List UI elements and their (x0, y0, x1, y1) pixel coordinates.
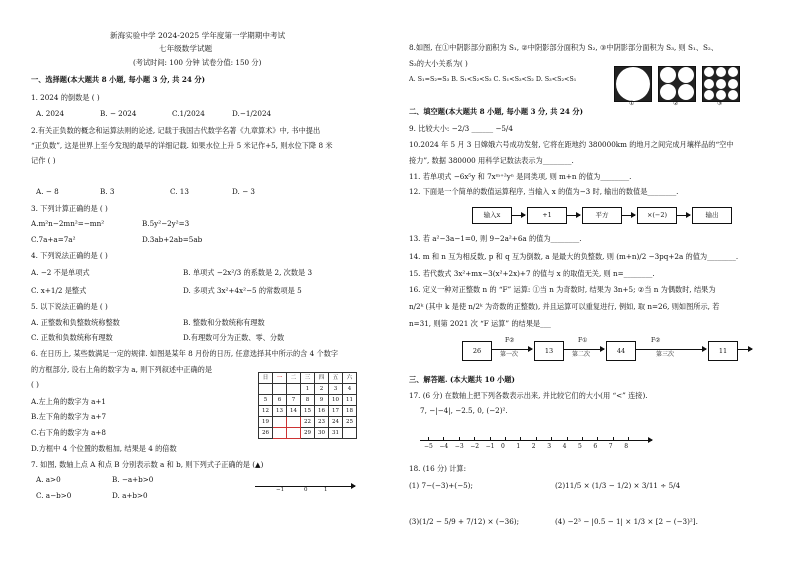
cal-cell: 13 (273, 406, 287, 417)
q18-1: (1) 7−(−3)+(−5); (409, 481, 473, 490)
flow-output: 输出 (692, 207, 732, 224)
q8-line2: S₃的大小关系为( ) (409, 59, 468, 68)
q6-line2: 的方框部分, 设右上角的数字为 a, 则下列叙述中正确的是 (31, 365, 213, 374)
q6-d: D.方框中 4 个位置的数相加, 结果是 4 的倍数 (31, 444, 177, 453)
cal-cell: 6 (273, 395, 287, 406)
figure-square (702, 66, 740, 102)
figure-square (614, 66, 652, 102)
axis-tick (536, 437, 537, 441)
axis-tick (490, 437, 491, 441)
axis-tick-label: 4 (562, 443, 567, 450)
q1-a: A. 2024 (36, 109, 65, 118)
q10-line2: 接力”, 数据 380000 用科学记数法表示为________. (409, 156, 574, 165)
cal-head: 五 (329, 373, 343, 384)
q6-line3: ( ) (31, 380, 39, 389)
axis-tick-label: 6 (593, 443, 598, 450)
q7-b: B. −a+b>0 (112, 475, 154, 484)
flow-arrow (511, 215, 525, 216)
section-fill: 二、填空题(本大题共 8 小题, 每小题 3 分, 共 24 分) (409, 107, 584, 116)
f-number: 44 (606, 341, 636, 361)
q4-d: D. 多项式 3x²+4x²−5 的常数项是 5 (183, 286, 302, 295)
q12: 12. 下面是一个简单的数值运算程序, 当输入 x 的值为−3 时, 输出的数值是________. (409, 187, 679, 196)
axis-tick (613, 437, 614, 441)
q1-c: C.1/2024 (172, 109, 205, 118)
q18: 18. (16 分) 计算: (409, 464, 467, 473)
q2-d: D. − 3 (232, 187, 255, 196)
axis-tick-label: 7 (608, 443, 613, 450)
cal-cell (343, 428, 357, 439)
q2-c: C. 13 (170, 187, 189, 196)
axis-tick-label: −2 (470, 443, 480, 450)
cal-cell: 19 (259, 417, 273, 428)
q3-d: D.3ab+2ab=5ab (142, 235, 203, 244)
cal-cell: 22 (301, 417, 315, 428)
q8-line1: 8.如图, 在①中阴影部分面积为 S₁, ②中阴影部分面积为 S₂, ③中阴影部分面积为 S₃, 则 S₁、S₂、 (409, 43, 719, 52)
q2-line3: 记作 ( ) (31, 156, 56, 165)
q7-d: D. a+b>0 (112, 491, 148, 500)
q4-b: B. 单项式 −2x²/3 的系数是 2, 次数是 3 (183, 268, 313, 277)
figure-circle (660, 67, 676, 83)
cal-cell (273, 428, 287, 439)
q2-b: B. 3 (100, 187, 115, 196)
cal-cell: 7 (287, 395, 301, 406)
f-arrow (738, 349, 752, 350)
q5: 5. 以下说法正确的是 ( ) (31, 302, 108, 311)
section-answer: 三、解答题. (本大题共 10 小题) (409, 375, 515, 384)
flow-step: +1 (527, 207, 567, 224)
q8-options: A. S₁=S₂=S₃ B. S₁<S₂<S₃ C. S₁<S₃<S₂ D. S₃<S₂<S₁ (409, 75, 577, 83)
q3-c: C.7a+a=7a² (31, 235, 76, 244)
cal-cell: 29 (301, 428, 315, 439)
axis-tick (628, 437, 629, 441)
cal-cell (273, 417, 287, 428)
cal-head: 二 (287, 373, 301, 384)
q5-c: C. 正数和负数统称有理数 (31, 333, 113, 342)
axis-label: 1 (324, 487, 328, 493)
axis-tick (428, 437, 429, 441)
q1: 1. 2024 的倒数是 ( ) (31, 93, 100, 102)
cal-cell: 16 (315, 406, 329, 417)
cal-cell: 14 (287, 406, 301, 417)
q5-a: A. 正整数和负整数统称整数 (31, 318, 120, 327)
figure-label: ① (629, 100, 635, 107)
axis-tick-label: 3 (547, 443, 552, 450)
q4-c: C. x+1/2 是整式 (31, 286, 87, 295)
cal-cell: 23 (315, 417, 329, 428)
q18-3: (3)(1/2 − 5/9 + 7/12) × (−36); (409, 517, 520, 526)
axis-tick (474, 437, 475, 441)
q11: 11. 若单项式 −6x⁵y 和 7xᵐ⁺²yⁿ 是同类项, 则 m+n 的值为________. (409, 172, 632, 181)
cal-cell: 30 (315, 428, 329, 439)
cal-cell (259, 384, 273, 395)
figure-square (658, 66, 696, 102)
f-number: 13 (534, 341, 564, 361)
q5-d: D.有理数可分为正数、零、分数 (183, 333, 285, 342)
figure-circle (660, 84, 676, 100)
axis-tick (597, 437, 598, 441)
cal-cell: 26 (259, 428, 273, 439)
axis-tick-label: 5 (578, 443, 582, 450)
axis-label: 0 (304, 487, 308, 493)
flow-step: 平方 (582, 207, 622, 224)
cal-cell (287, 384, 301, 395)
q7: 7. 如图, 数轴上点 A 和点 B 分别表示数 a 和 b, 则下列式子正确的是 (▲) (31, 460, 264, 469)
calendar-figure (258, 372, 357, 439)
cal-cell: 4 (343, 384, 357, 395)
q6-line1: 6. 在日历上, 某些数满足一定的规律. 如图是某年 8 月份的日历, 任意选择其中所示的含 4 个数字 (31, 349, 339, 358)
cal-head: 三 (301, 373, 315, 384)
cal-cell: 1 (301, 384, 315, 395)
cal-cell: 31 (329, 428, 343, 439)
axis-tick-label: −5 (424, 443, 433, 450)
axis-tick-label: 1 (516, 443, 521, 450)
q16-line1: 16. 定义一种对正整数 n 的 “F” 运算: ①当 n 为奇数时, 结果为 3n+5; ②当 n 为偶数时, 结果为 (409, 285, 716, 294)
q9: 9. 比较大小: −2/3 ______ −5/4 (409, 124, 513, 133)
q13: 13. 若 a²−3a−1=0, 则 9−2a²+6a 的值为________. (409, 234, 582, 243)
q18-4: (4) −2³ − |0.5 − 1| × 1/3 × [2 − (−3)²]. (555, 517, 698, 526)
cal-cell: 9 (315, 395, 329, 406)
axis-tick (459, 437, 460, 441)
subject-title: 七年级数学试题 (159, 44, 213, 53)
figure-circle (678, 67, 694, 83)
q4: 4. 下列说法正确的是 ( ) (31, 251, 108, 260)
cal-cell: 25 (343, 417, 357, 428)
flow-arrow (621, 215, 635, 216)
q7-a: A. a>0 (36, 475, 61, 484)
q3: 3. 下列计算正确的是 ( ) (31, 204, 108, 213)
school-title: 新海实验中学 2024-2025 学年度第一学期期中考试 (110, 31, 286, 40)
figure-label: ② (673, 100, 679, 107)
f-step: 第一次 (500, 351, 519, 358)
axis-tick-label: −1 (485, 443, 495, 450)
flow-arrow (566, 215, 580, 216)
f-number: 11 (708, 341, 738, 361)
cal-cell (287, 417, 301, 428)
q4-a: A. −2 不是单项式 (31, 268, 90, 277)
cal-cell (287, 428, 301, 439)
axis-tick (520, 437, 521, 441)
axis-tick-label: 8 (624, 443, 629, 450)
f-step: 第三次 (656, 351, 675, 358)
cal-cell: 12 (259, 406, 273, 417)
flow-input: 输入x (472, 207, 512, 224)
q17-line1: 17. (6 分) 在数轴上把下列各数表示出来, 并比较它们的大小(用 “<” 连接). (409, 391, 648, 400)
q18-2: (2)11/5 × (1/3 − 1/2) × 3/11 ÷ 5/4 (555, 481, 681, 490)
q6-c: C.右下角的数字为 a+8 (31, 428, 107, 437)
f-step: 第二次 (572, 351, 591, 358)
cal-head: 六 (343, 373, 357, 384)
axis-tick-label: 0 (501, 443, 505, 450)
q2-line1: 2.有关正负数的概念和运算法则的论述, 记载于我国古代数学名著《九章算术》中, 书中提出 (31, 126, 321, 135)
q16-line2: n/2ᵏ (其中 k 是使 n/2ᵏ 为奇数的正整数), 并且运算可以重复进行, 例如, 取 n=26, 则如图所示, 若 (409, 302, 720, 311)
cal-cell: 11 (343, 395, 357, 406)
q6-a: A.左上角的数字为 a+1 (31, 397, 106, 406)
q16-line3: n=31, 则第 2021 次 “F 运算” 的结果是___ (409, 319, 551, 328)
cal-cell: 3 (329, 384, 343, 395)
flow-arrow (676, 215, 690, 216)
f-op: F② (505, 337, 515, 344)
cal-cell: 5 (259, 395, 273, 406)
q7-c: C. a−b>0 (36, 491, 72, 500)
f-op: F② (651, 337, 661, 344)
f-number: 26 (462, 341, 492, 361)
cal-cell (273, 384, 287, 395)
exam-info: (考试时间: 100 分钟 试卷分值: 150 分) (133, 58, 262, 67)
axis-tick-label: 2 (531, 443, 536, 450)
axis-tick (505, 437, 506, 441)
q5-b: B. 整数和分数统称有理数 (183, 318, 265, 327)
section-choice: 一、选择题(本大题共 8 小题, 每小题 3 分, 共 24 分) (31, 75, 206, 84)
q1-d: D.−1/2024 (232, 109, 272, 118)
cal-head: 一 (273, 373, 287, 384)
f-arrow (636, 349, 706, 350)
q3-a: A.m²n−2mn²=−mn² (31, 219, 105, 228)
f-arrow (492, 349, 532, 350)
axis-tick (582, 437, 583, 441)
cal-cell: 8 (301, 395, 315, 406)
axis-tick-label: −4 (439, 443, 449, 450)
axis-label: −1 (276, 487, 285, 493)
flow-step: ×(−2) (637, 207, 677, 224)
axis-tick (443, 437, 444, 441)
figure-circle (678, 84, 694, 100)
q2-a: A. − 8 (36, 187, 59, 196)
axis-tick (551, 437, 552, 441)
axis-tick-label: −3 (454, 443, 464, 450)
f-arrow (564, 349, 604, 350)
cal-cell: 15 (301, 406, 315, 417)
q3-b: B.5y²−2y²=3 (142, 219, 190, 228)
q10-line1: 10.2024 年 5 月 3 日嫦娥六号成功发射, 它将在距地约 380000km 的地月之间完成月壤样品的“空中 (409, 140, 734, 149)
cal-cell: 24 (329, 417, 343, 428)
cal-cell: 18 (343, 406, 357, 417)
q17-line2: 7, −|−4|, −2.5, 0, (−2)². (420, 406, 508, 415)
f-op: F① (578, 337, 588, 344)
cal-cell: 2 (315, 384, 329, 395)
axis-tick (567, 437, 568, 441)
q14: 14. m 和 n 互为相反数, p 和 q 互为倒数, a 是最大的负整数, 则 (m+n)/2 −3pq+2a 的值为________. (409, 252, 739, 261)
q15: 15. 若代数式 3x²+mx−3(x²+2x)+7 的值与 x 的取值无关, 则 n=________. (409, 269, 655, 278)
q1-b: B. − 2024 (100, 109, 137, 118)
cal-head: 四 (315, 373, 329, 384)
cal-cell: 10 (329, 395, 343, 406)
cal-cell: 17 (329, 406, 343, 417)
q6-b: B.左下角的数字为 a+7 (31, 412, 107, 421)
q2-line2: “正负数”, 这是世界上至今发现的最早的详细记载. 如果水位上升 5 米记作+5, 则水位下降 8 米 (31, 141, 333, 150)
cal-head: 日 (259, 373, 273, 384)
figure-circle (616, 67, 650, 101)
figure-label: ③ (717, 100, 723, 107)
